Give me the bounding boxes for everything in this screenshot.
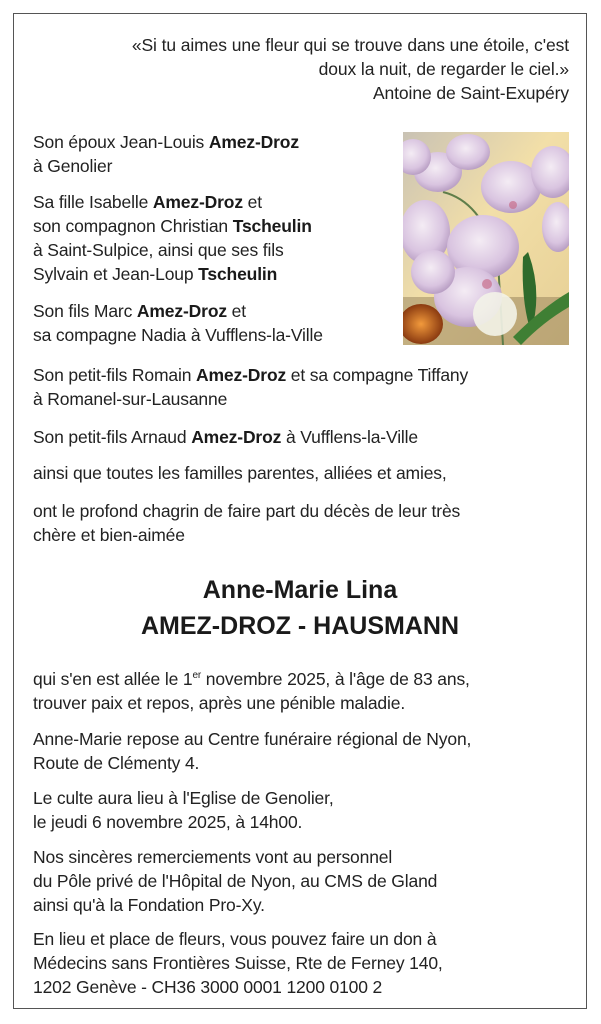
text: sa compagne Nadia à Vufflens-la-Ville xyxy=(33,325,323,345)
surname: Amez-Droz xyxy=(208,132,299,152)
text: Anne-Marie repose au Centre funéraire régional de Nyon, xyxy=(33,729,472,749)
family-daughter xyxy=(33,190,312,286)
repose-details xyxy=(33,727,471,775)
epigraph xyxy=(29,33,569,105)
text: Nos sincères remerciements vont au personnel xyxy=(33,847,393,867)
text: ainsi que toutes les familles parentes, alliées et amies, xyxy=(33,463,447,483)
service-details xyxy=(33,786,334,834)
text: Médecins sans Frontières Suisse, Rte de Ferney 140, xyxy=(33,953,443,973)
text: ainsi qu'à la Fondation Pro-Xy. xyxy=(33,895,265,915)
surname: Amez-Droz xyxy=(196,365,287,385)
text: 1202 Genève - CH36 3000 0001 1200 0100 2 xyxy=(33,977,383,997)
text: En lieu et place de fleurs, vous pouvez faire un don à xyxy=(33,929,437,949)
ordinal-suffix: er xyxy=(192,670,202,681)
family-spouse xyxy=(33,130,299,178)
text: son compagnon Christian xyxy=(33,216,233,236)
announcement-text xyxy=(33,499,460,547)
text: chère et bien-aimée xyxy=(33,525,185,545)
epigraph-line: «Si tu aimes une fleur qui se trouve dans une étoile, c'est xyxy=(131,35,569,55)
family-grandson-arnaud xyxy=(33,425,418,449)
surname: Amez-Droz xyxy=(191,427,282,447)
surname: Amez-Droz xyxy=(152,192,243,212)
text: à Saint-Sulpice, ainsi que ses fils xyxy=(33,240,284,260)
text: Sylvain et Jean-Loup xyxy=(33,264,199,284)
text: et sa compagne Tiffany xyxy=(286,365,469,385)
orchid-photo xyxy=(403,132,569,345)
text: Route de Clémenty 4. xyxy=(33,753,200,773)
text: Son petit-fils Arnaud xyxy=(33,427,192,447)
text: ont le profond chagrin de faire part du décès de leur très xyxy=(33,501,461,521)
text: Son petit-fils Romain xyxy=(33,365,197,385)
epigraph-line: doux la nuit, de regarder le ciel.» xyxy=(318,59,569,79)
text: trouver paix et repos, après une pénible maladie. xyxy=(33,693,406,713)
epigraph-author: Antoine de Saint-Exupéry xyxy=(372,83,569,103)
text: novembre 2025, à l'âge de 83 ans, xyxy=(201,669,470,689)
deceased-surnames: AMEZ-DROZ - HAUSMANN xyxy=(140,612,460,640)
text: le jeudi 6 novembre 2025, à 14h00. xyxy=(33,812,303,832)
donation-text xyxy=(33,927,443,999)
text: du Pôle privé de l'Hôpital de Nyon, au CMS de Gland xyxy=(33,871,438,891)
text: à Romanel-sur-Lausanne xyxy=(33,389,228,409)
text: Sa fille Isabelle xyxy=(33,192,153,212)
surname: Amez-Droz xyxy=(136,301,227,321)
text: à Genolier xyxy=(33,156,113,176)
text: Le culte aura lieu à l'Eglise de Genolier, xyxy=(33,788,334,808)
relatives-text xyxy=(33,461,447,485)
deceased-first-names: Anne-Marie Lina xyxy=(202,576,398,604)
death-details xyxy=(33,667,470,715)
text: Son fils Marc xyxy=(33,301,137,321)
text: à Vufflens-la-Ville xyxy=(281,427,418,447)
surname: Tscheulin xyxy=(198,264,278,284)
family-grandson-romain xyxy=(33,363,468,411)
text: Son époux Jean-Louis xyxy=(33,132,209,152)
text: et xyxy=(242,192,262,212)
text: et xyxy=(226,301,246,321)
text: qui s'en est allée le 1 xyxy=(33,669,193,689)
family-son xyxy=(33,299,323,347)
thanks-text xyxy=(33,845,437,917)
surname: Tscheulin xyxy=(232,216,312,236)
